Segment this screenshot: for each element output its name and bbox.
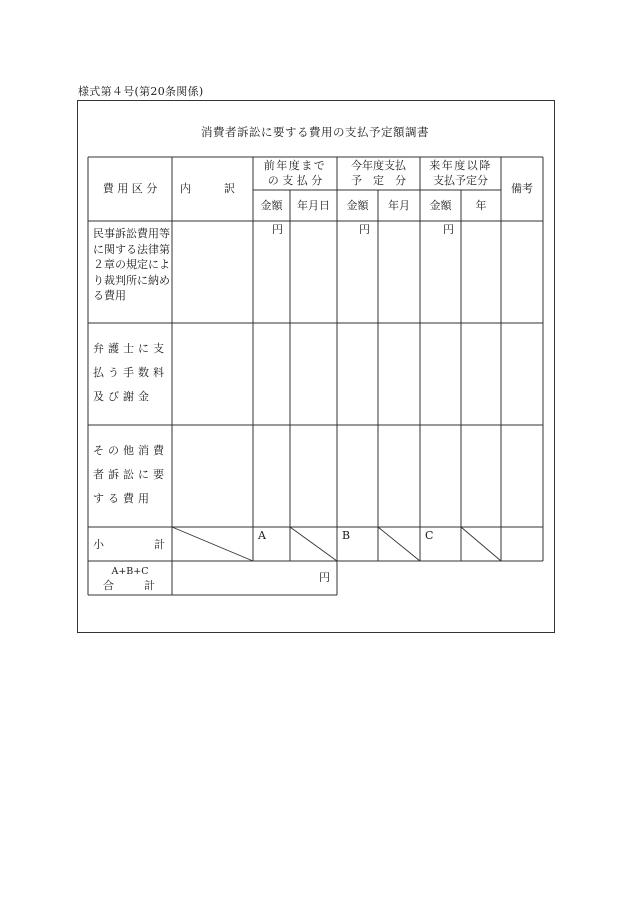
yen-mark-this: 円	[359, 223, 370, 236]
total-yen-mark: 円	[319, 571, 330, 584]
yen-mark-next: 円	[443, 223, 454, 236]
header-amount-this: 金額	[346, 199, 369, 212]
header-date-ymd: 年月日	[297, 199, 330, 212]
header-amount-prev: 金額	[260, 199, 283, 212]
subtotal-label: 小 計	[93, 538, 165, 551]
subtotal-a: A	[258, 529, 266, 542]
header-year-month: 年月	[388, 199, 410, 212]
form-number-label: 様式第４号(第20条関係)	[78, 85, 204, 98]
total-formula: A+B+C	[111, 566, 149, 577]
row-lawyer-fee-label: 弁護士に支払う手数料及び謝金	[93, 342, 168, 403]
header-this-year-line1: 今年度支払	[351, 159, 406, 172]
header-prev-year-line2: の 支 払 分	[267, 174, 323, 187]
header-prev-year-line1: 前年度まで	[263, 159, 327, 172]
document-title: 消費者訴訟に要する費用の支払予定額調書	[201, 125, 429, 139]
total-label: 合 計	[103, 579, 155, 592]
header-category: 費 用 区 分	[102, 182, 158, 195]
header-amount-next: 金額	[429, 199, 452, 212]
subtotal-b: B	[342, 529, 351, 542]
row-other-fee-label: その他消費者訴訟に要する費用	[93, 444, 168, 505]
header-year: 年	[475, 199, 487, 212]
header-remarks: 備考	[511, 182, 533, 195]
subtotal-c: C	[425, 529, 434, 542]
header-detail: 内 訳	[180, 182, 235, 195]
row-civil-fee-label: 民事訴訟費用等に関する法律第２章の規定により裁判所に納める費用	[93, 227, 170, 302]
header-next-year-line2: 支払予定分	[433, 174, 488, 187]
yen-mark-prev: 円	[272, 223, 283, 236]
header-next-year-line1: 来年度以降	[429, 159, 492, 172]
header-this-year-line2: 予 定 分	[351, 174, 406, 187]
